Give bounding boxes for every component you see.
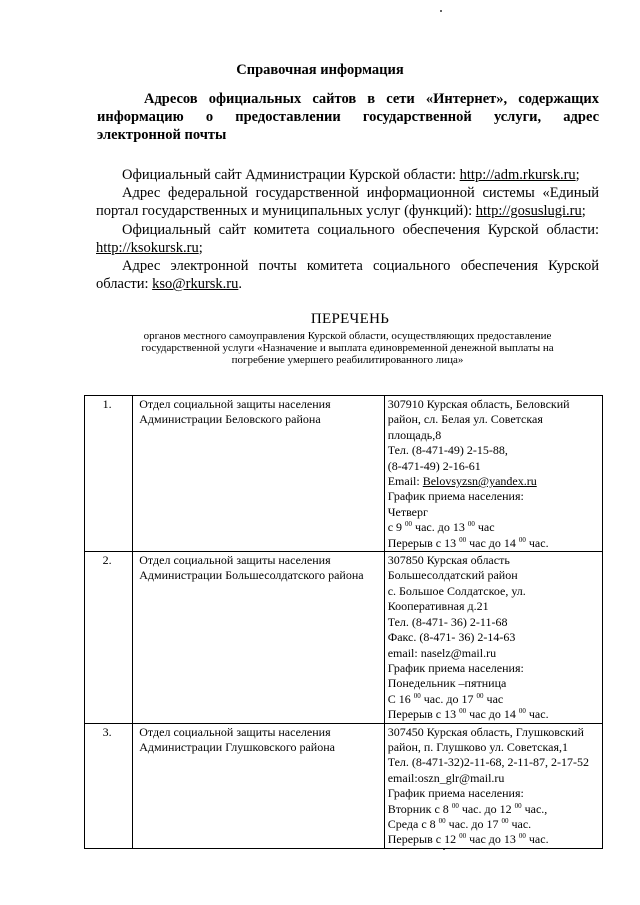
row-number: 2. [85, 552, 133, 723]
list-description [95, 330, 600, 366]
row-number: 3. [85, 723, 133, 848]
schedule-days: Понедельник –пятница [387, 676, 507, 691]
fax: Факс. (8-471- 36) 2-14-63 [387, 630, 516, 645]
subtitle-line: информацию о предоставлении государственной услуги, адрес [97, 109, 599, 125]
committee-site-line: Официальный сайт комитета социального обеспечения Курской области: [122, 221, 599, 238]
committee-site-link[interactable]: http://ksokursk.ru [96, 239, 199, 256]
punct: . [238, 276, 242, 293]
offices-table [84, 395, 603, 849]
postal-address: 307450 Курская область, Глушковский район, п. Глушково ул. Советская,1 [387, 724, 584, 754]
table-row [85, 396, 603, 552]
portal-line: Адрес федеральной государственной информационной системы «Единый [122, 185, 599, 202]
committee-email-line: Адрес электронной почты комитета социального обеспечения Курской [122, 258, 599, 275]
office-contacts [384, 552, 602, 723]
admin-site-label: Официальный сайт Администрации Курской области: [122, 167, 457, 183]
schedule-hours: с 9 $^{00}$ час. до 13 $^{00}$ час [387, 520, 495, 535]
phone: Тел. (8-471-49) 2-15-88, [387, 443, 508, 458]
office-name: Отдел социальной защиты населения Администрации Большесолдатского района [133, 552, 384, 723]
list-description-line: государственной услуги «Назначение и выплата единовременной денежной выплаты на [141, 342, 554, 354]
postal-address-line: 307850 Курская область [387, 553, 510, 568]
schedule-tuesday: Вторник с 8 $^{00}$ час. до 12 $^{00}$ час., [387, 801, 548, 816]
list-description-line: органов местного самоуправления Курской области, осуществляющих предоставление [143, 330, 552, 342]
punct: ; [575, 167, 580, 183]
committee-email-line-2 [96, 275, 599, 293]
subtitle-line: электронной почты [97, 127, 227, 143]
email-link[interactable]: Belovsyzsn@yandex.ru [422, 474, 537, 489]
subtitle-line: Адресов официальных сайтов в сети «Интернет», содержащих [144, 91, 599, 107]
admin-site-link[interactable]: http://adm.rkursk.ru [459, 167, 576, 183]
schedule-label: График приема населения: [387, 660, 524, 675]
office-name: Отдел социальной защиты населения Администрации Глушковского района [133, 723, 384, 848]
punct: ; [581, 203, 586, 220]
email-label: Email: [387, 474, 420, 489]
schedule-label: График приема населения: [387, 786, 524, 801]
postal-address: 307910 Курская область, Беловский район, сл. Белая ул. Советская площадь,8 [387, 397, 570, 442]
postal-address-line: Большесолдатский район [387, 568, 518, 583]
committee-site-line-2 [96, 239, 599, 257]
postal-address-line: Кооперативная д.21 [387, 599, 489, 614]
phone: Тел. (8-471-32)2-11-68, 2-11-87, 2-17-52 [387, 755, 589, 770]
email-line[interactable]: email:oszn_glr@mail.ru [387, 770, 505, 785]
table-row [85, 552, 603, 723]
table-row [85, 723, 603, 848]
portal-link[interactable]: http://gosuslugi.ru [475, 203, 582, 220]
schedule-break: Перерыв с 12 $^{00}$ час до 13 $^{00}$ час. [387, 832, 549, 847]
row-number: 1. [85, 396, 133, 552]
list-description-line: погребение умершего реабилитированного лица» [231, 354, 464, 366]
schedule-break: Перерыв с 13 $^{00}$ час до 14 $^{00}$ час. [387, 535, 549, 550]
punct: ; [198, 239, 203, 256]
scan-speck [440, 10, 442, 12]
schedule-days: Четверг [387, 504, 428, 519]
schedule-label: График приема населения: [387, 489, 524, 504]
subtitle [97, 90, 599, 144]
admin-site-line [96, 166, 599, 184]
address-section [96, 166, 599, 293]
email-label: области: [96, 276, 149, 293]
office-name: Отдел социальной защиты населения Администрации Беловского района [133, 396, 384, 552]
list-title: ПЕРЕЧЕНЬ [310, 311, 390, 327]
schedule-hours: С 16 $^{00}$ час. до 17 $^{00}$ час [387, 691, 504, 706]
email-line [388, 474, 599, 489]
portal-line-2 [96, 202, 599, 220]
postal-address-line: с. Большое Солдатское, ул. [387, 583, 526, 598]
committee-email-link[interactable]: kso@rkursk.ru [152, 276, 239, 293]
schedule-wednesday: Среда с 8 $^{00}$ час. до 17 $^{00}$ час. [387, 816, 532, 831]
page-title: Справочная информация [236, 62, 404, 78]
office-contacts [384, 723, 602, 848]
phone: (8-471-49) 2-16-61 [387, 458, 481, 473]
schedule-break: Перерыв с 13 $^{00}$ час до 14 $^{00}$ час. [387, 707, 549, 722]
phone: Тел. (8-471- 36) 2-11-68 [387, 614, 508, 629]
office-contacts [384, 396, 602, 552]
email-line[interactable]: email: naselz@mail.ru [387, 645, 497, 660]
portal-label: портал государственных и муниципальных услуг (функций): [96, 203, 473, 220]
